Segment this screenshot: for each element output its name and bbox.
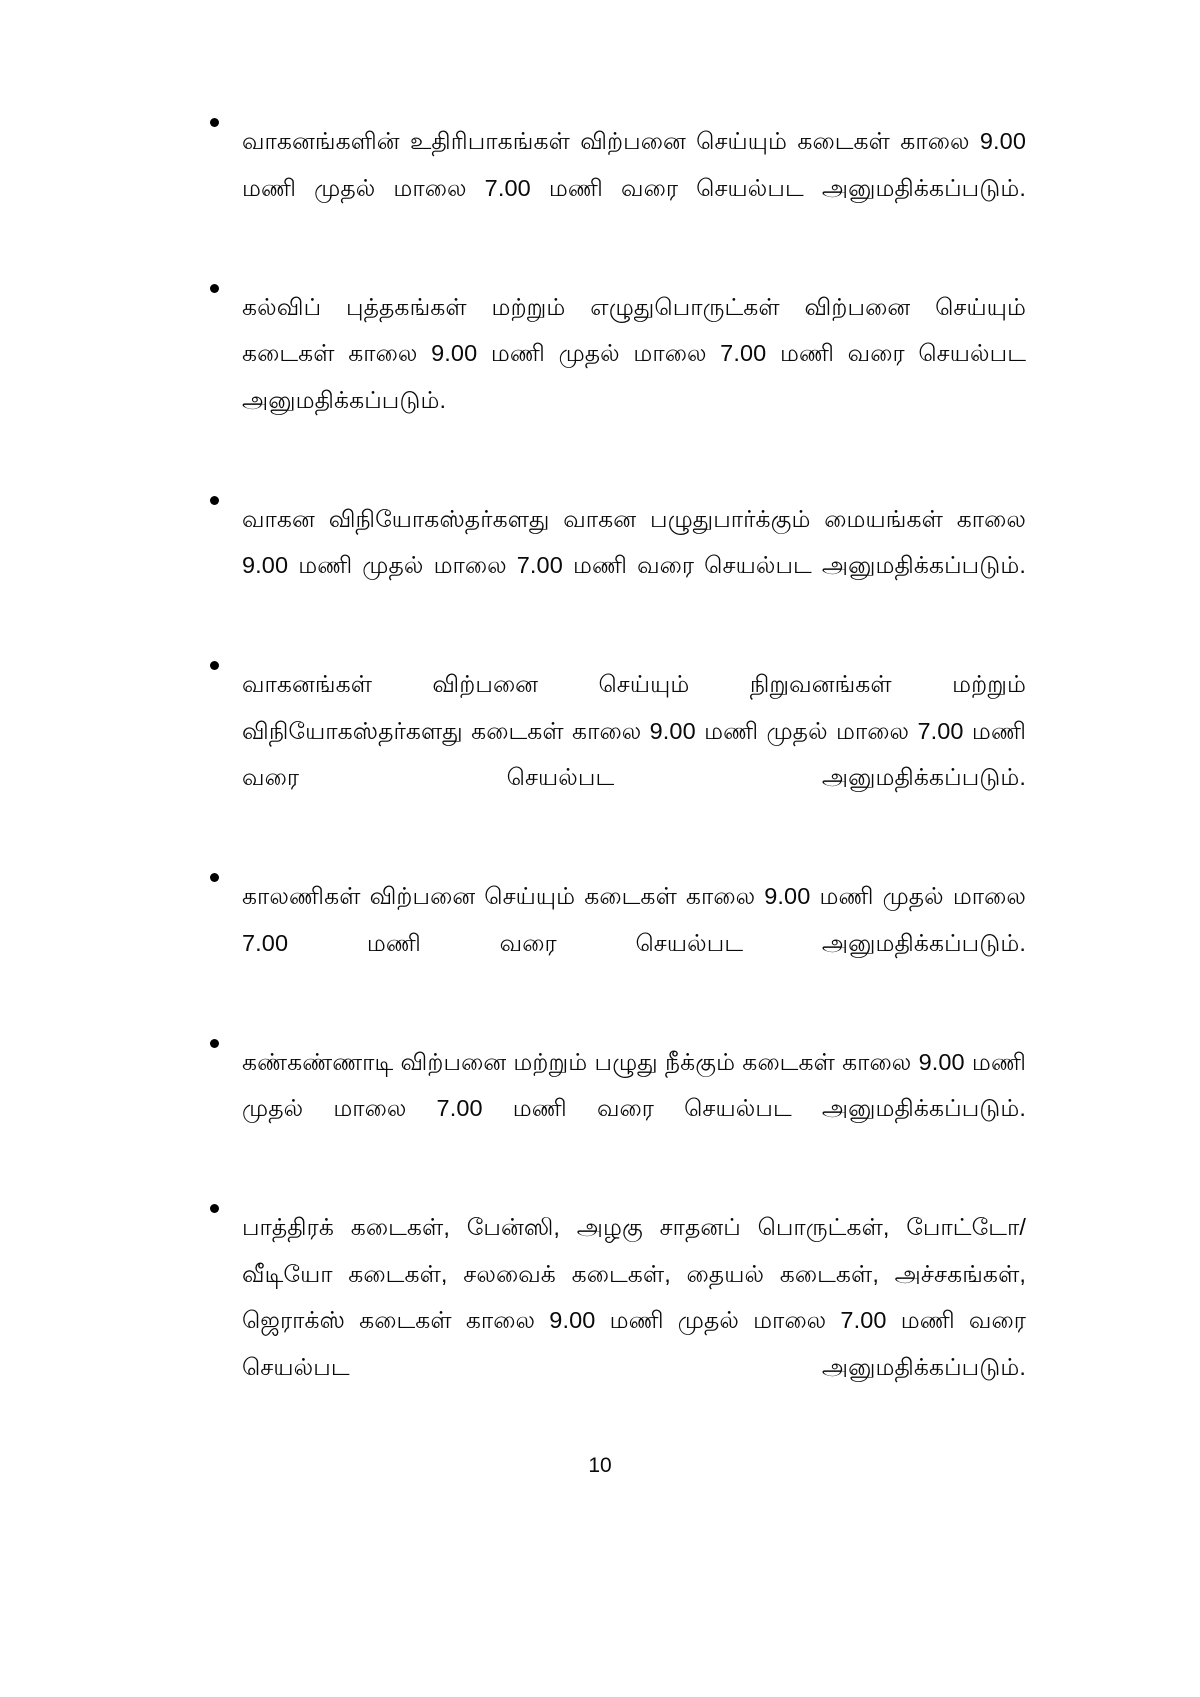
list-item (196, 661, 1026, 847)
list-item-text: கண்கண்ணாடி விற்பனை மற்றும் பழுது நீக்கும் கடைகள் காலை 9.00 மணி முதல் மாலை 7.00 மணி வரை செயல்பட அனுமதிக்கப்படும். (242, 1048, 1026, 1122)
bullet-point-icon (210, 118, 219, 127)
bullet-point-icon (210, 873, 219, 882)
bullet-point-icon (210, 496, 219, 505)
list-item (196, 873, 1026, 1013)
list-item (196, 284, 1026, 470)
list-item-text: பாத்திரக் கடைகள், பேன்ஸி, அழகு சாதனப் பொருட்கள், போட்டோ/ வீடியோ கடைகள், சலவைக் கடைகள், தையல் கடைகள், அச்சகங்கள், ஜெராக்ஸ் கடைகள் காலை 9.00 மணி முதல் மாலை 7.00 மணி வரை செயல்பட அனுமதிக்கப்படும். (242, 1214, 1026, 1380)
list-item-text: வாகனங்களின் உதிரிபாகங்கள் விற்பனை செய்யும் கடைகள் காலை 9.00 மணி முதல் மாலை 7.00 மணி வரை செயல்பட அனுமதிக்கப்படும். (242, 128, 1026, 201)
list-item (196, 118, 1026, 258)
list-item-text: வாகனங்கள் விற்பனை செய்யும் நிறுவனங்கள் மற்றும் விநியோகஸ்தர்களது கடைகள் காலை 9.00 மணி முதல் மாலை 7.00 மணி வரை செயல்பட அனுமதிக்கப்படும். (242, 671, 1026, 791)
list-item-text: காலணிகள் விற்பனை செய்யும் கடைகள் காலை 9.00 மணி முதல் மாலை 7.00 மணி வரை செயல்பட அனுமதிக்கப்படும். (242, 883, 1026, 956)
list-item-text: கல்விப் புத்தகங்கள் மற்றும் எழுதுபொருட்கள் விற்பனை செய்யும் கடைகள் காலை 9.00 மணி முதல் மாலை 7.00 மணி வரை செயல்பட அனுமதிக்கப்படும். (242, 293, 1026, 413)
list-item (196, 1039, 1026, 1179)
bullet-point-icon (210, 1204, 219, 1213)
bullet-point-icon (210, 284, 219, 293)
list-item-text: வாகன விநியோகஸ்தர்களது வாகன பழுதுபார்க்கும் மையங்கள் காலை 9.00 மணி முதல் மாலை 7.00 மணி வரை செயல்பட அனுமதிக்கப்படும். (242, 505, 1026, 579)
list-item (196, 496, 1026, 636)
list-item (196, 1204, 1026, 1437)
bullet-point-icon (210, 661, 219, 670)
page-number: 10 (588, 1454, 612, 1477)
bullet-point-icon (210, 1039, 219, 1048)
permitted-shops-bullet-list (196, 118, 1026, 1437)
document-body (196, 118, 1026, 1437)
